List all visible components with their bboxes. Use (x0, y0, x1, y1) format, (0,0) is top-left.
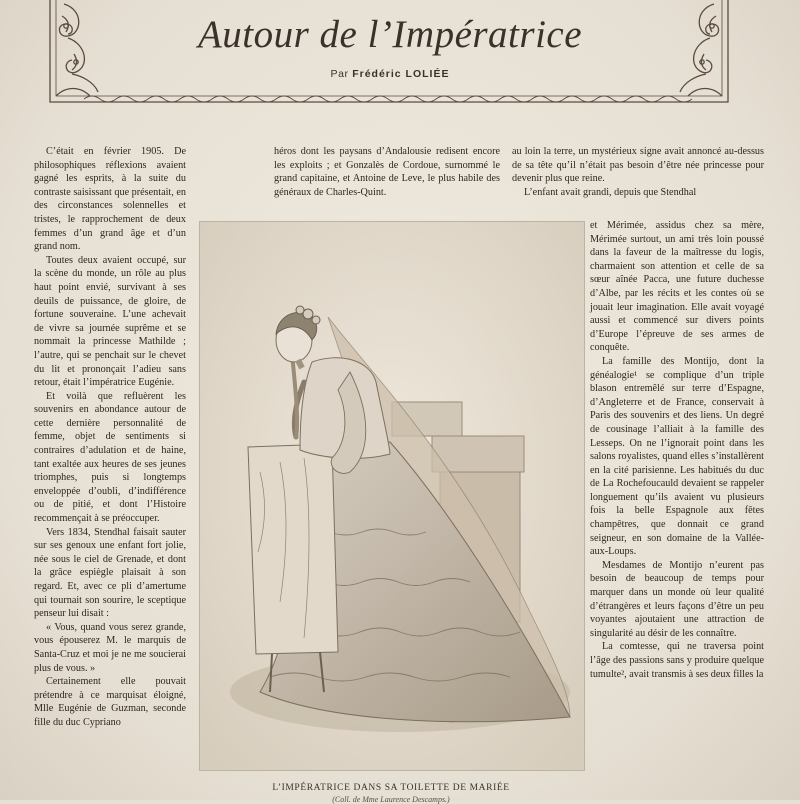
paragraph: C’était en février 1905. De philosophiques réflexions avaient gagné les esprits, à la suite du contraste saisissant que présentait, en des circonstances solennelles et tristes, le rapprochement de deux femmes d’un grand âge et d’un grand nom. (34, 146, 186, 253)
paragraph: Mesdames de Montijo n’eurent pas besoin de beaucoup de temps pour marquer dans un monde où leur qualité d’étrangères et leurs façons d’être un peu voyantes ajoutaient une attraction de singularité au désir de les connaître. (590, 559, 764, 639)
text-column-3-top (512, 145, 764, 199)
text-column-3 (590, 219, 764, 681)
paragraph: héros dont les paysans d’Andalousie redisent encore les exploits ; et Gonzalès de Cordoue, surnommé le grand capitaine, et Antoine de Leve, le plus habile des généraux de Charles-Quint. (274, 146, 500, 198)
paragraph: au loin la terre, un mystérieux signe avait annoncé au-dessus de sa tête qu’il n’était pas besoin d’être née princesse pour devenir plus que reine. (512, 146, 764, 185)
paragraph: Certainement elle pouvait prétendre à ce marquisat éloigné, Mlle Eugénie de Guzman, seconde fille du duc Cypriano (34, 676, 186, 728)
paragraph: La comtesse, qui ne traversa point l’âge des passions sans y produire quelque tumulte², avait transmis à ses deux filles la (590, 641, 764, 680)
text-column-2 (274, 145, 500, 199)
figure-credit: (Coll. de Mme Laurence Descamps.) (332, 795, 450, 804)
text-column-1 (34, 145, 186, 730)
empress-portrait-illustration (199, 221, 585, 771)
paragraph: et Mérimée, assidus chez sa mère, Mérimée surtout, un ami très loin poussé dans la faveur de la maîtresse du logis, charmaient son attention et celle de sa sœur aînée Pacca, une future duchesse d’Albe, par les récits et les contes où se jouait leur imagination. Elle avait voyagé aussi et commencé sur divers points d’Europe l’épreuve de ses armes de conquête. (590, 220, 764, 354)
author-name: Frédéric LOLIÉE (352, 68, 450, 80)
figure-caption: L’IMPÉRATRICE DANS SA TOILETTE DE MARIÉE (272, 783, 510, 793)
byline (0, 68, 780, 80)
paragraph: La famille des Montijo, dont la généalogie¹ se complique d’un triple blason entremêlé sur terre d’Espagne, d’Angleterre et de France, conservait à Paris des souvenirs et des liens. Un degré de cousinage l’alliait à la famille des Lesseps. On ne l’ignorait point dans les salons royalistes, quand elles s’installèrent en la cité parisienne. Les habitués du duc de La Rochefoucauld devaient se rappeler longuement qu’ils avaient vu plusieurs fois la belle Espagnole aux fêtes champêtres, que donnait ce grand seigneur, en son domaine de la Vallée-aux-Loups. (590, 355, 764, 558)
article-title: Autour de l’Impératrice (197, 13, 583, 56)
paragraph: Vers 1834, Stendhal faisait sauter sur ses genoux une enfant fort jolie, née sous le ciel de Grenade, et dont la grâce espiègle plaisait à son regard. Et, avec ce pli d’amertume qui tournait son sourire, le sceptique penseur lui disait : (34, 526, 186, 620)
paragraph: « Vous, quand vous serez grande, vous épouserez M. le marquis de Santa-Cruz et moi je ne me soucierai plus de vous. » (34, 621, 186, 674)
byline-prefix: Par (330, 68, 349, 80)
paragraph: L’enfant avait grandi, depuis que Stendhal (524, 186, 697, 198)
paragraph: Et voilà que refluèrent les souvenirs en abondance autour de cette dernière personnalité de femme, objet de sentiments si contraires d’adulation et de haine, tant exaltée aux heures de ses jeunes triomphes, puis si longtemps enveloppée d’oubli, d’indifférence ou de pitié, et dont l’Histoire recommençait à se préoccuper. (34, 390, 186, 525)
paragraph: Toutes deux avaient occupé, sur la scène du monde, un rôle au plus haut point envié, survivant à ses deuils de puissance, de gloire, de fortune souveraine. L’une achevait de vivre sa journée suprême et se nommait la princesse Mathilde ; l’autre, qui se penchait sur le chevet du lit et prononçait l’adieu sans retour, était l’impératrice Eugénie. (34, 254, 186, 389)
